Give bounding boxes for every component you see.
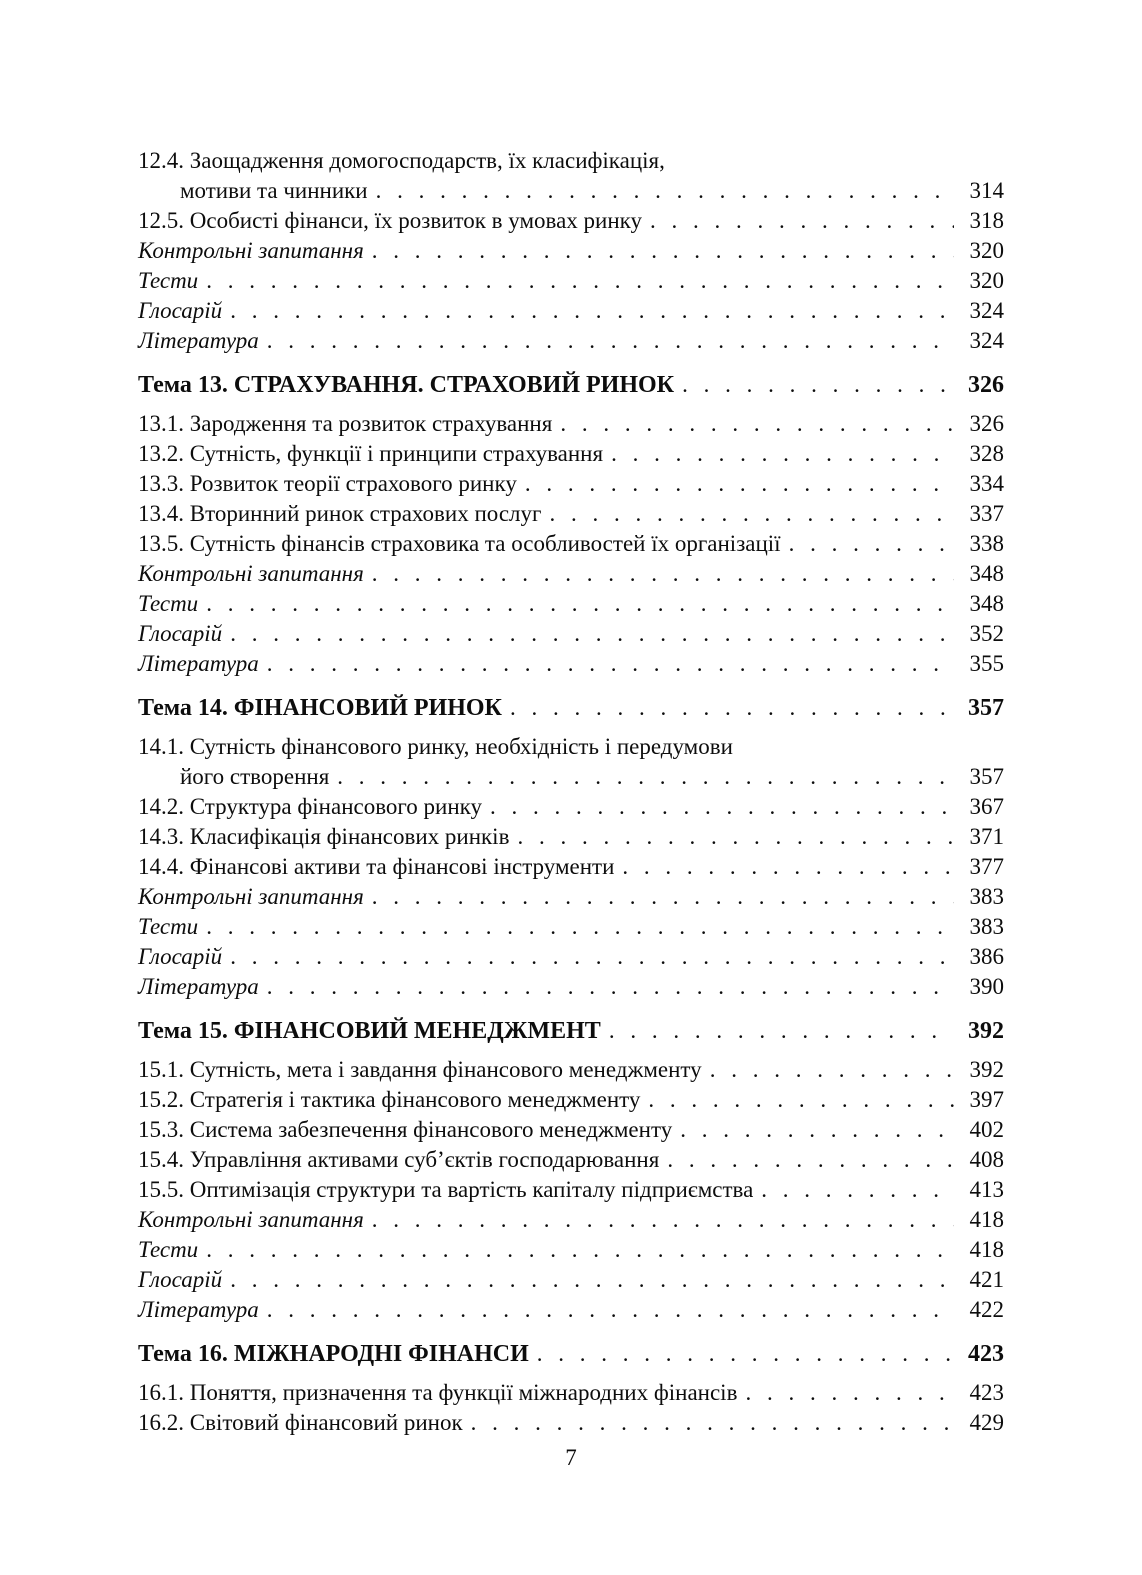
toc-entry-title: Контрольні запитання <box>138 1207 364 1232</box>
dot-leader <box>611 439 954 469</box>
dot-leader <box>206 912 954 942</box>
toc-entry-row <box>138 1205 1004 1235</box>
toc-entry-page: 422 <box>969 1297 1004 1322</box>
toc-entry-page: 320 <box>969 238 1004 263</box>
dot-leader <box>525 469 954 499</box>
toc-entry-row <box>138 1408 1004 1438</box>
toc-entry-title: Глосарій <box>138 944 223 969</box>
toc-entry-title: Література <box>138 974 259 999</box>
toc-entry-page: 421 <box>969 1267 1004 1292</box>
toc-entry-title: 13.2. Сутність, функції і принципи страхування <box>138 441 604 466</box>
toc-entry-title: Глосарій <box>138 298 223 323</box>
dot-leader <box>622 852 954 882</box>
toc-entry-page: 324 <box>969 328 1004 353</box>
toc-entry-row <box>138 972 1004 1002</box>
toc-entry-title: Література <box>138 328 259 353</box>
toc-entry-row <box>138 1055 1004 1085</box>
toc-entry-page: 371 <box>969 824 1004 849</box>
toc-entry-title: 13.5. Сутність фінансів страховика та особливостей їх організації <box>138 531 781 556</box>
toc-entry-row <box>138 762 1004 792</box>
toc-entry-title: 15.5. Оптимізація структури та вартість капіталу підприємства <box>138 1177 754 1202</box>
toc-entry-row <box>138 1115 1004 1145</box>
toc-entry-row <box>138 266 1004 296</box>
toc-entry-row <box>138 1175 1004 1205</box>
toc-entry-row <box>138 1016 1004 1046</box>
toc-entry-row <box>138 882 1004 912</box>
dot-leader <box>537 1339 954 1369</box>
toc-entry-row <box>138 942 1004 972</box>
toc-entry-title: 14.1. Сутність фінансового ринку, необхідність і передумови <box>138 734 733 759</box>
dot-leader <box>372 882 954 912</box>
toc-entry-title: Глосарій <box>138 1267 223 1292</box>
toc-entry-title: 13.3. Розвиток теорії страхового ринку <box>138 471 517 496</box>
toc-entry-page: 348 <box>969 561 1004 586</box>
toc-entry-page: 334 <box>969 471 1004 496</box>
dot-leader <box>710 1055 954 1085</box>
page-number: 7 <box>565 1445 577 1470</box>
dot-leader <box>789 529 954 559</box>
dot-leader <box>609 1016 954 1046</box>
toc-entry-row <box>138 1378 1004 1408</box>
toc-entry-title: 14.2. Структура фінансового ринку <box>138 794 483 819</box>
toc-entry-page: 429 <box>969 1410 1004 1435</box>
toc-entry-row <box>138 1235 1004 1265</box>
toc-entry-page: 357 <box>968 695 1004 721</box>
toc-entry-page: 418 <box>969 1237 1004 1262</box>
dot-leader <box>267 649 954 679</box>
toc-entry-title: Тести <box>138 591 199 616</box>
toc-entry-page: 367 <box>969 794 1004 819</box>
toc-entry-row <box>138 1265 1004 1295</box>
toc-entry-title: Тема 14. ФІНАНСОВИЙ РИНОК <box>138 695 502 721</box>
dot-leader <box>648 1085 954 1115</box>
toc-entry-title: 14.4. Фінансові активи та фінансові інструменти <box>138 854 615 879</box>
dot-leader <box>549 499 954 529</box>
toc-entry-title: 15.1. Сутність, мета і завдання фінансового менеджменту <box>138 1057 702 1082</box>
toc-entry-page: 392 <box>968 1018 1004 1044</box>
dot-leader <box>745 1378 954 1408</box>
dot-leader <box>490 792 954 822</box>
page-footer <box>0 1443 1142 1473</box>
toc-entry-page: 314 <box>969 178 1004 203</box>
dot-leader <box>517 822 954 852</box>
toc-entry-row <box>138 529 1004 559</box>
toc-entry-page: 402 <box>969 1117 1004 1142</box>
toc-entry-row <box>138 236 1004 266</box>
dot-leader <box>682 370 954 400</box>
toc-entry-title: Тести <box>138 914 199 939</box>
dot-leader <box>206 1235 954 1265</box>
toc-entry-row <box>138 693 1004 723</box>
toc-entry-row <box>138 1085 1004 1115</box>
toc-entry-page: 352 <box>969 621 1004 646</box>
dot-leader <box>510 693 954 723</box>
toc-entry-page: 357 <box>969 764 1004 789</box>
dot-leader <box>372 559 954 589</box>
toc-entry-page: 338 <box>969 531 1004 556</box>
dot-leader <box>372 236 954 266</box>
toc-entry-title: Тести <box>138 1237 199 1262</box>
toc-entry-page: 397 <box>969 1087 1004 1112</box>
toc-entry-title: Література <box>138 1297 259 1322</box>
toc-entry-title: 13.4. Вторинний ринок страхових послуг <box>138 501 542 526</box>
toc-entry-title: Контрольні запитання <box>138 884 364 909</box>
toc-entry-page: 383 <box>969 884 1004 909</box>
toc-entry-page: 328 <box>969 441 1004 466</box>
dot-leader <box>337 762 954 792</box>
toc-entry-page: 418 <box>969 1207 1004 1232</box>
toc-entry-page: 423 <box>969 1380 1004 1405</box>
dot-leader <box>267 326 954 356</box>
toc-entry-title: Література <box>138 651 259 676</box>
dot-leader <box>230 942 954 972</box>
toc-entry-row <box>138 326 1004 356</box>
toc-entry-row <box>138 1145 1004 1175</box>
toc-entry-title: Контрольні запитання <box>138 561 364 586</box>
dot-leader <box>650 206 954 236</box>
toc-entry-row <box>138 589 1004 619</box>
toc-entry-title: 15.2. Стратегія і тактика фінансового менеджменту <box>138 1087 641 1112</box>
toc-entry-page: 390 <box>969 974 1004 999</box>
toc-entry-title: 16.1. Поняття, призначення та функції міжнародних фінансів <box>138 1380 738 1405</box>
toc-entry-page: 337 <box>969 501 1004 526</box>
toc-entry-page: 318 <box>969 208 1004 233</box>
toc-entry-row <box>138 499 1004 529</box>
dot-leader <box>230 296 954 326</box>
toc-entry-row <box>138 370 1004 400</box>
toc-entry-title: 12.5. Особисті фінанси, їх розвиток в умовах ринку <box>138 208 643 233</box>
toc-entry-row <box>138 296 1004 326</box>
toc-entry-title: 15.3. Система забезпечення фінансового менеджменту <box>138 1117 673 1142</box>
dot-leader <box>667 1145 954 1175</box>
toc-entry-title: Тема 13. СТРАХУВАННЯ. СТРАХОВИЙ РИНОК <box>138 372 675 398</box>
toc-entry-page: 377 <box>969 854 1004 879</box>
toc-entry-title: 16.2. Світовий фінансовий ринок <box>138 1410 463 1435</box>
dot-leader <box>230 619 954 649</box>
dot-leader <box>376 176 954 206</box>
toc-entry-row <box>138 176 1004 206</box>
dot-leader <box>206 266 954 296</box>
dot-leader <box>560 409 954 439</box>
toc-entry-page: 324 <box>969 298 1004 323</box>
toc-entry-row <box>138 852 1004 882</box>
toc-entry-title: його створення <box>180 764 330 789</box>
toc-entry-row <box>138 619 1004 649</box>
toc-entry-row <box>138 206 1004 236</box>
toc-entry-title: 12.4. Заощадження домогосподарств, їх класифікація, <box>138 148 665 173</box>
toc-entry-title: 13.1. Зародження та розвиток страхування <box>138 411 553 436</box>
toc-entry-row <box>138 649 1004 679</box>
toc-entry-row <box>138 792 1004 822</box>
toc-entry-page: 408 <box>969 1147 1004 1172</box>
toc-entry-row <box>138 469 1004 499</box>
toc-entry-title: Тема 16. МІЖНАРОДНІ ФІНАНСИ <box>138 1341 529 1367</box>
toc-entry-title: мотиви та чинники <box>180 178 368 203</box>
dot-leader <box>206 589 954 619</box>
toc-entry-page: 355 <box>969 651 1004 676</box>
toc-entry-title: Контрольні запитання <box>138 238 364 263</box>
dot-leader <box>267 972 954 1002</box>
toc-entry-page: 423 <box>968 1341 1004 1367</box>
toc-entry-row <box>138 409 1004 439</box>
toc-entry-page: 326 <box>969 411 1004 436</box>
dot-leader <box>680 1115 954 1145</box>
toc-entry-row <box>138 1295 1004 1325</box>
table-of-contents <box>138 146 1004 1438</box>
toc-entry-row <box>138 1339 1004 1369</box>
toc-entry-page: 413 <box>969 1177 1004 1202</box>
toc-entry-row <box>138 822 1004 852</box>
toc-entry-page: 383 <box>969 914 1004 939</box>
toc-entry-row <box>138 439 1004 469</box>
toc-entry-title: Тести <box>138 268 199 293</box>
toc-entry-page: 392 <box>969 1057 1004 1082</box>
dot-leader <box>372 1205 954 1235</box>
toc-entry-title: 15.4. Управління активами суб’єктів господарювання <box>138 1147 660 1172</box>
toc-entry-row <box>138 146 1004 176</box>
toc-entry-page: 348 <box>969 591 1004 616</box>
toc-entry-row <box>138 559 1004 589</box>
toc-entry-row <box>138 912 1004 942</box>
toc-entry-title: Тема 15. ФІНАНСОВИЙ МЕНЕДЖМЕНТ <box>138 1018 601 1044</box>
toc-entry-page: 386 <box>969 944 1004 969</box>
toc-entry-page: 320 <box>969 268 1004 293</box>
toc-entry-page: 326 <box>968 372 1004 398</box>
toc-entry-title: Глосарій <box>138 621 223 646</box>
toc-entry-row <box>138 732 1004 762</box>
dot-leader <box>471 1408 954 1438</box>
dot-leader <box>230 1265 954 1295</box>
toc-entry-title: 14.3. Класифікація фінансових ринків <box>138 824 510 849</box>
dot-leader <box>267 1295 954 1325</box>
dot-leader <box>761 1175 954 1205</box>
